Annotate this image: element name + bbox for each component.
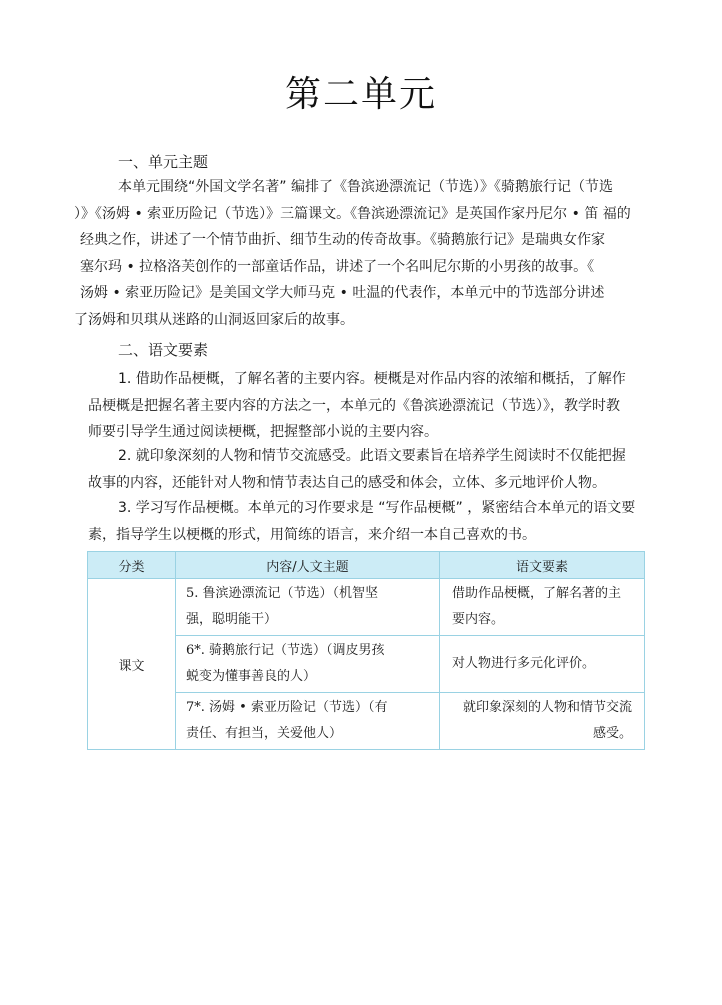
header-category: 分类 <box>88 552 176 579</box>
element-cell: 借助作品梗概，了解名著的主要内容。 <box>440 579 645 636</box>
element-item-2 <box>88 443 658 496</box>
page-title: 第二单元 <box>284 74 437 115</box>
lesson-line: 蜕变为懂事善良的人） <box>186 669 317 684</box>
table-header-row <box>88 552 645 579</box>
text-line: ）》《汤姆 • 索亚历险记（节选）》三篇课文。《鲁滨逊漂流记》是英国作家丹尼尔 • 笛 福的 <box>74 205 631 222</box>
text-line: 品梗概是把握名著主要内容的方法之一，本单元的《鲁滨逊漂流记（节选）》，教学时教 <box>88 397 620 414</box>
text-line: 了汤姆和贝琪从迷路的山洞返回家后的故事。 <box>74 311 354 328</box>
lesson-line: 7*. 汤姆 • 索亚历险记（节选）（有 <box>186 700 388 715</box>
table-row <box>88 579 645 636</box>
element-cell: 就印象深刻的人物和情节交流感受。 <box>440 693 645 750</box>
text-line: 3. 学习写作品梗概。本单元的习作要求是 “写作品梗概” ，紧密结合本单元的语文要 <box>118 500 636 516</box>
section-heading-elements: 二、语文要素 <box>118 341 209 359</box>
header-content: 内容/人文主题 <box>176 552 440 579</box>
text-line: 1. 借助作品梗概，了解名著的主要内容。梗概是对作品内容的浓缩和概括，了解作 <box>118 371 626 387</box>
lesson-line: 责任、有担当，关爱他人） <box>186 726 343 741</box>
text-line: 本单元围绕“外国文学名著” 编排了《鲁滨逊漂流记（节选）》《骑鹅旅行记（节选 <box>118 179 613 195</box>
element-item-1 <box>88 366 658 446</box>
lesson-line: 5. 鲁滨逊漂流记（节选）（机智坚 <box>186 586 379 601</box>
text-line: 经典之作，讲述了一个情节曲折、细节生动的传奇故事。《骑鹅旅行记》是瑞典女作家 <box>80 232 605 248</box>
lesson-cell <box>176 636 440 693</box>
lesson-line: 6*. 骑鹅旅行记（节选）（调皮男孩 <box>186 643 385 658</box>
element-item-3 <box>88 495 658 548</box>
text-line: 2. 就印象深刻的人物和情节交流感受。此语文要素旨在培养学生阅读时不仅能把握 <box>118 448 626 464</box>
section-heading-theme: 一、单元主题 <box>118 153 209 171</box>
theme-paragraph <box>74 174 658 333</box>
text-line: 故事的内容，还能针对人物和情节表达自己的感受和体会，立体、多元地评价人物。 <box>88 474 606 491</box>
category-cell: 课文 <box>88 579 176 750</box>
lesson-cell <box>176 693 440 750</box>
text-line: 塞尔玛 • 拉格洛芙创作的一部童话作品，讲述了一个名叫尼尔斯的小男孩的故事。《 <box>80 258 595 275</box>
unit-table <box>87 551 645 750</box>
header-element: 语文要素 <box>440 552 645 579</box>
text-line: 素，指导学生以梗概的形式，用简练的语言，来介绍一本自己喜欢的书。 <box>88 526 536 543</box>
element-cell: 对人物进行多元化评价。 <box>440 636 645 693</box>
text-line: 师要引导学生通过阅读梗概，把握整部小说的主要内容。 <box>88 424 438 440</box>
lesson-cell <box>176 579 440 636</box>
text-line: 汤姆 • 索亚历险记》是美国文学大师马克 • 吐温的代表作，本单元中的节选部分讲述 <box>80 285 605 301</box>
lesson-line: 强，聪明能干） <box>186 612 278 627</box>
